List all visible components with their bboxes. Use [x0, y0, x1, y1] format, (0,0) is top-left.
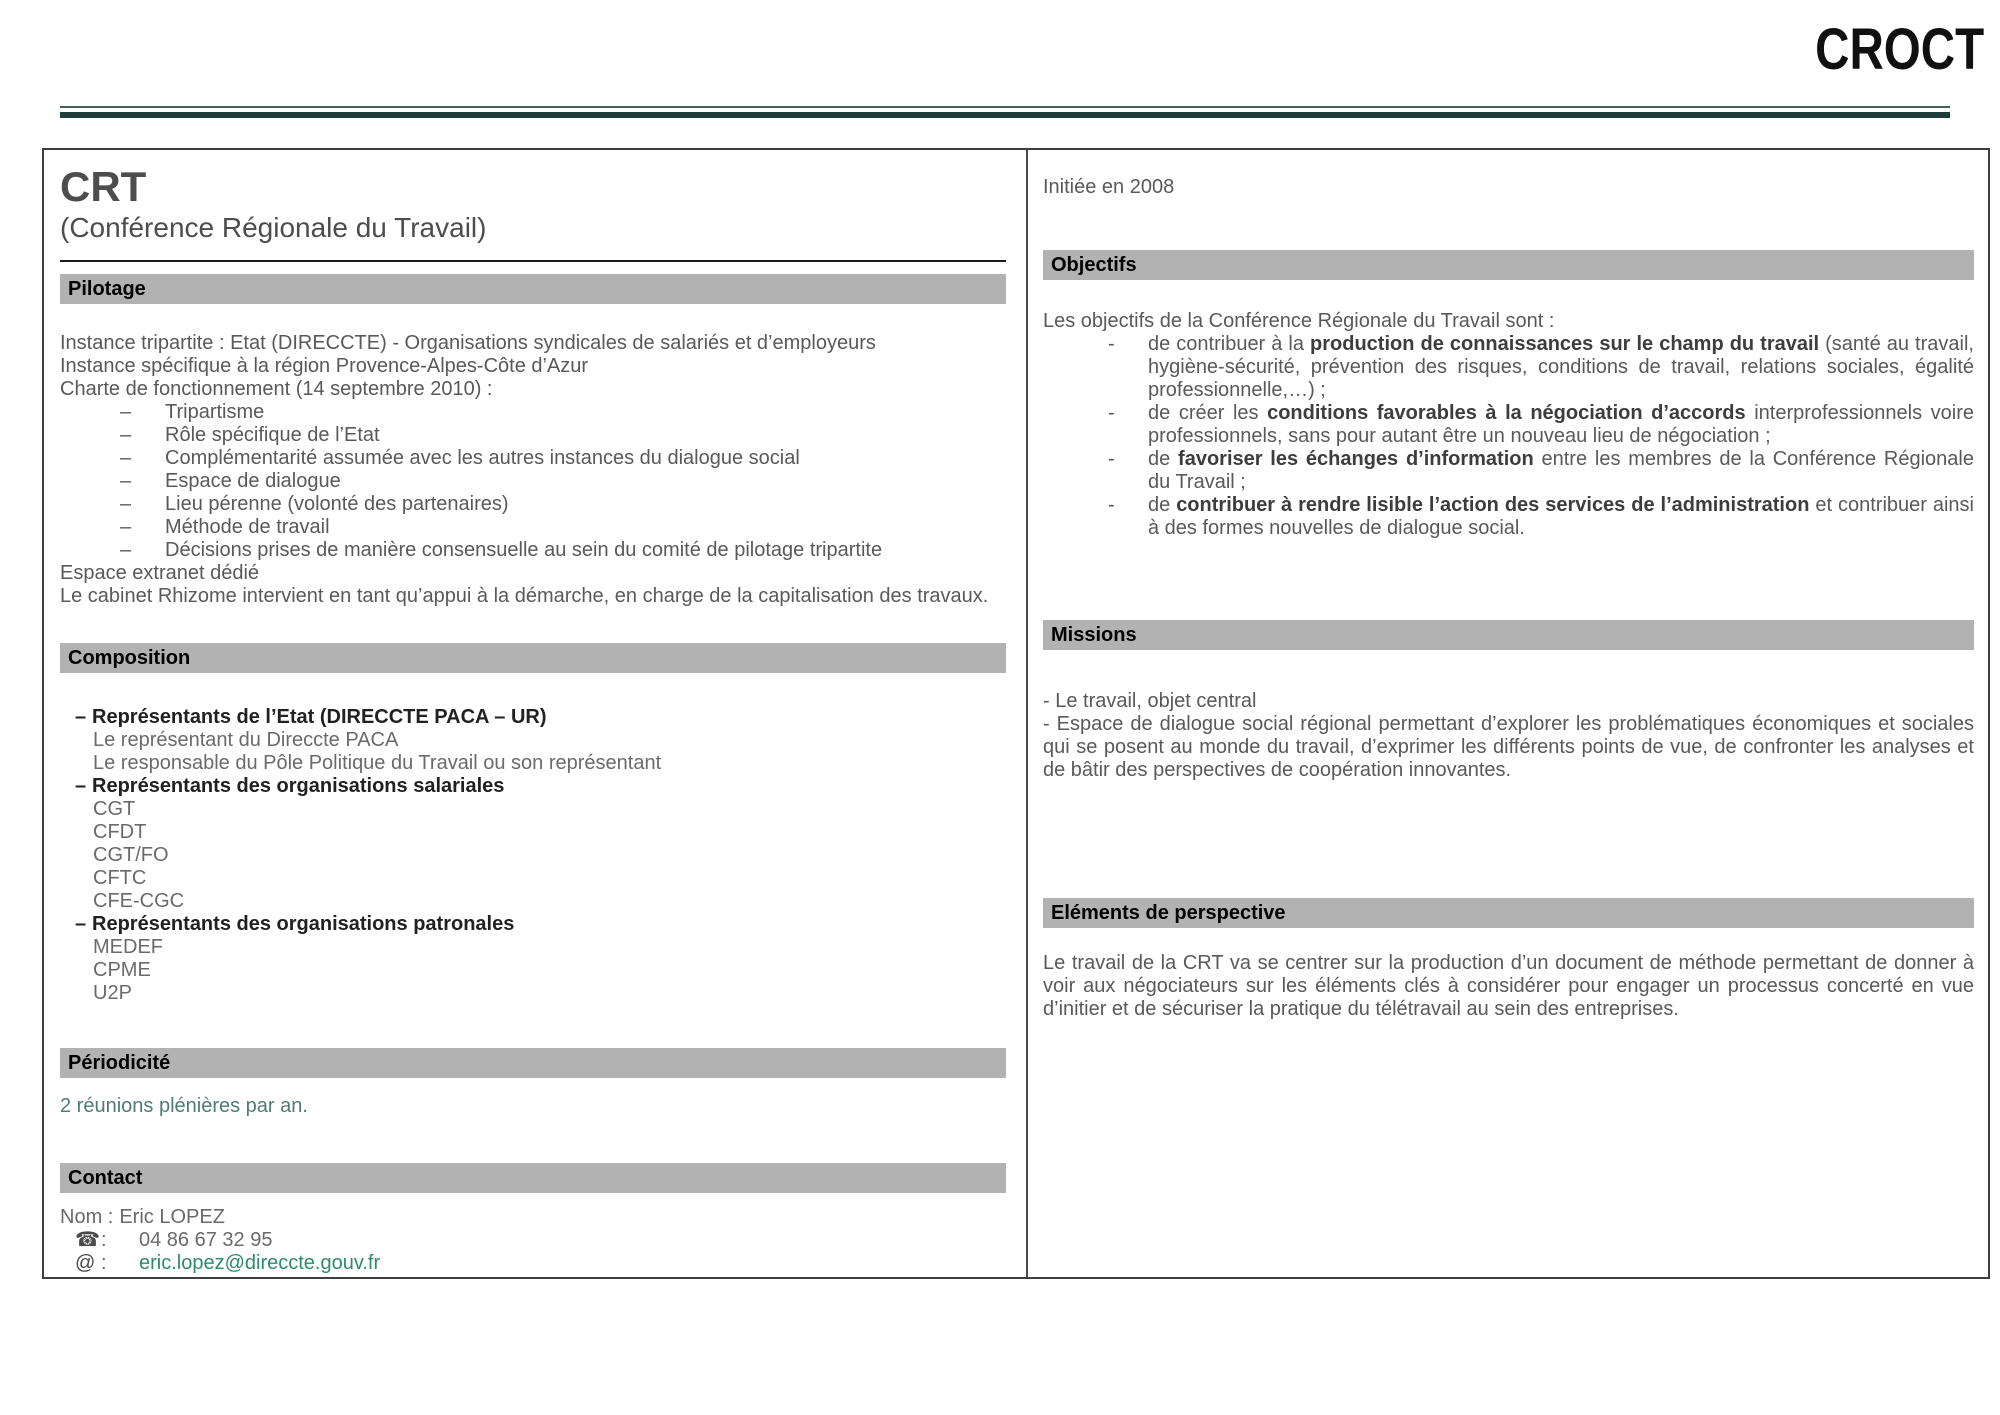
pilotage-intro-line: Instance tripartite : Etat (DIRECCTE) - Organisations syndicales de salariés et d’employeurs: [60, 332, 876, 354]
composition-member: CFE-CGC: [93, 890, 185, 912]
contact-email-row: [60, 1252, 1006, 1275]
pilotage-outro-line: Le cabinet Rhizome intervient en tant qu’appui à la démarche, en charge de la capitalisation des travaux.: [60, 585, 989, 607]
objectif-segment: conditions favorables à la négociation d’accords: [1267, 402, 1746, 424]
pilotage-bullet: [60, 401, 1006, 424]
title-divider: [60, 260, 1006, 262]
inception-date: Initiée en 2008: [1043, 176, 1175, 198]
composition-member: CGT/FO: [93, 844, 169, 866]
bullet-dash: –: [120, 401, 132, 423]
header-rule-thick: [60, 112, 1950, 118]
section-header-objectifs: Objectifs: [1043, 250, 1974, 280]
objectif-marker: -: [1108, 448, 1115, 470]
objectif-segment: production de connaissances sur le champ du travail: [1310, 333, 1820, 355]
section-header-contact: Contact: [60, 1163, 1006, 1193]
left-column: [44, 150, 1028, 1277]
bullet-text: Rôle spécifique de l’Etat: [165, 424, 380, 446]
pilotage-intro-line: Charte de fonctionnement (14 septembre 2010) :: [60, 378, 493, 400]
objectif-marker: -: [1108, 494, 1115, 516]
contact-name-label: Nom :: [60, 1206, 114, 1228]
group-dash: –: [75, 913, 87, 935]
email-icon: @: [75, 1252, 96, 1274]
pilotage-bullet: [60, 516, 1006, 539]
composition-group-label: [60, 706, 1006, 729]
composition-member: CPME: [93, 959, 151, 981]
bullet-text: Décisions prises de manière consensuelle au sein du comité de pilotage tripartite: [165, 539, 883, 561]
bullet-dash: –: [120, 447, 132, 469]
pilotage-bullet: [60, 470, 1006, 493]
composition-body: [60, 706, 1006, 1005]
objectif-marker: -: [1108, 333, 1115, 355]
contact-name: Eric LOPEZ: [119, 1206, 225, 1228]
objectifs-list: [1043, 333, 1974, 540]
pilotage-bullet: [60, 424, 1006, 447]
group-label-text: Représentants des organisations salariales: [92, 775, 505, 797]
objectif-segment: de: [1148, 448, 1179, 470]
bullet-text: Espace de dialogue: [165, 470, 341, 492]
periodicite-text: 2 réunions plénières par an.: [60, 1095, 308, 1117]
objectifs-intro: Les objectifs de la Conférence Régionale du Travail sont :: [1043, 310, 1555, 332]
mission-line: - Espace de dialogue social régional permettant d’explorer les problématiques économiques et sociales qui se posent au monde du travail, d’exprimer les différents points de vue, de confronter les analyses et de bâtir des perspectives de coopération innovantes.: [1043, 713, 1974, 781]
contact-phone-row: [60, 1229, 1006, 1252]
croct-logo: CROCT: [1814, 17, 1984, 82]
objectif-segment: entre les membres de la Conférence Régionale du Travail ;: [1148, 448, 1974, 493]
composition-member: CGT: [93, 798, 136, 820]
group-label-text: Représentants des organisations patronales: [92, 913, 515, 935]
group-label-text: Représentants de l’Etat (DIRECCTE PACA – UR): [92, 706, 547, 728]
composition-member: MEDEF: [93, 936, 163, 958]
objectif-segment: de contribuer à la: [1148, 333, 1311, 355]
contact-name-row: [60, 1206, 1006, 1229]
group-dash: –: [75, 775, 87, 797]
objectif-item: [1043, 494, 1974, 540]
objectif-marker: -: [1108, 402, 1115, 424]
bullet-text: Méthode de travail: [165, 516, 330, 538]
pilotage-body: [60, 332, 1006, 608]
objectif-segment: favoriser les échanges d’information: [1178, 448, 1534, 470]
pilotage-bullet: [60, 493, 1006, 516]
pilotage-bullet: [60, 447, 1006, 470]
objectif-segment: contribuer à rendre lisible l’action des services de l’administration: [1176, 494, 1810, 516]
bullet-text: Complémentarité assumée avec les autres instances du dialogue social: [165, 447, 800, 469]
composition-group-label: [60, 775, 1006, 798]
composition-member: Le représentant du Direccte PACA: [93, 729, 399, 751]
section-header-missions: Missions: [1043, 620, 1974, 650]
composition-member: CFDT: [93, 821, 147, 843]
mission-line: - Le travail, objet central: [1043, 690, 1257, 712]
header-rule-thin: [60, 106, 1950, 108]
section-header-pilotage: Pilotage: [60, 274, 1006, 304]
objectif-segment: interprofessionnels voire professionnels, sans pour autant être un nouveau lieu de négociation ;: [1148, 402, 1974, 447]
objectif-item: [1043, 402, 1974, 448]
objectif-segment: et contribuer ainsi à des formes nouvelles de dialogue social.: [1148, 494, 1974, 539]
phone-icon: ☎: [75, 1229, 100, 1251]
bullet-text: Tripartisme: [165, 401, 265, 423]
contact-body: [60, 1206, 1006, 1275]
objectif-item: [1043, 333, 1974, 402]
page-title: CRT: [60, 163, 147, 210]
contact-phone: 04 86 67 32 95: [139, 1229, 273, 1251]
right-column: [1028, 150, 1988, 1277]
factsheet-card: [42, 148, 1990, 1279]
bullet-dash: –: [120, 516, 132, 538]
bullet-dash: –: [120, 539, 132, 561]
objectif-segment: (santé au travail, hygiène-sécurité, prévention des risques, conditions de travail, relations sociales, égalité professionnelle,…) ;: [1148, 333, 1974, 401]
contact-email-link[interactable]: eric.lopez@direccte.gouv.fr: [139, 1252, 381, 1274]
pilotage-intro-line: Instance spécifique à la région Provence-Alpes-Côte d’Azur: [60, 355, 589, 377]
composition-group-label: [60, 913, 1006, 936]
section-header-periodicite: Périodicité: [60, 1048, 1006, 1078]
pilotage-outro-line: Espace extranet dédié: [60, 562, 260, 584]
perspective-text: Le travail de la CRT va se centrer sur la production d’un document de méthode permettant de donner à voir aux négociateurs sur les éléments clés à considérer pour engager un processus concerté en vue d’initier et de sécuriser la pratique du télétravail au sein des entreprises.: [1043, 952, 1974, 1020]
section-header-composition: Composition: [60, 643, 1006, 673]
bullet-dash: –: [120, 470, 132, 492]
pilotage-bullet: [60, 539, 1006, 562]
email-colon: :: [101, 1252, 107, 1274]
phone-colon: :: [101, 1229, 107, 1251]
section-header-perspective: Eléments de perspective: [1043, 898, 1974, 928]
bullet-dash: –: [120, 493, 132, 515]
objectif-segment: de: [1148, 494, 1177, 516]
bullet-text: Lieu pérenne (volonté des partenaires): [165, 493, 509, 515]
composition-member: Le responsable du Pôle Politique du Travail ou son représentant: [93, 752, 662, 774]
page-subtitle: (Conférence Régionale du Travail): [60, 212, 487, 243]
objectif-item: [1043, 448, 1974, 494]
bullet-dash: –: [120, 424, 132, 446]
composition-member: CFTC: [93, 867, 147, 889]
objectif-segment: de créer les: [1148, 402, 1268, 424]
composition-member: U2P: [93, 982, 132, 1004]
missions-body: [1043, 690, 1974, 782]
group-dash: –: [75, 706, 87, 728]
